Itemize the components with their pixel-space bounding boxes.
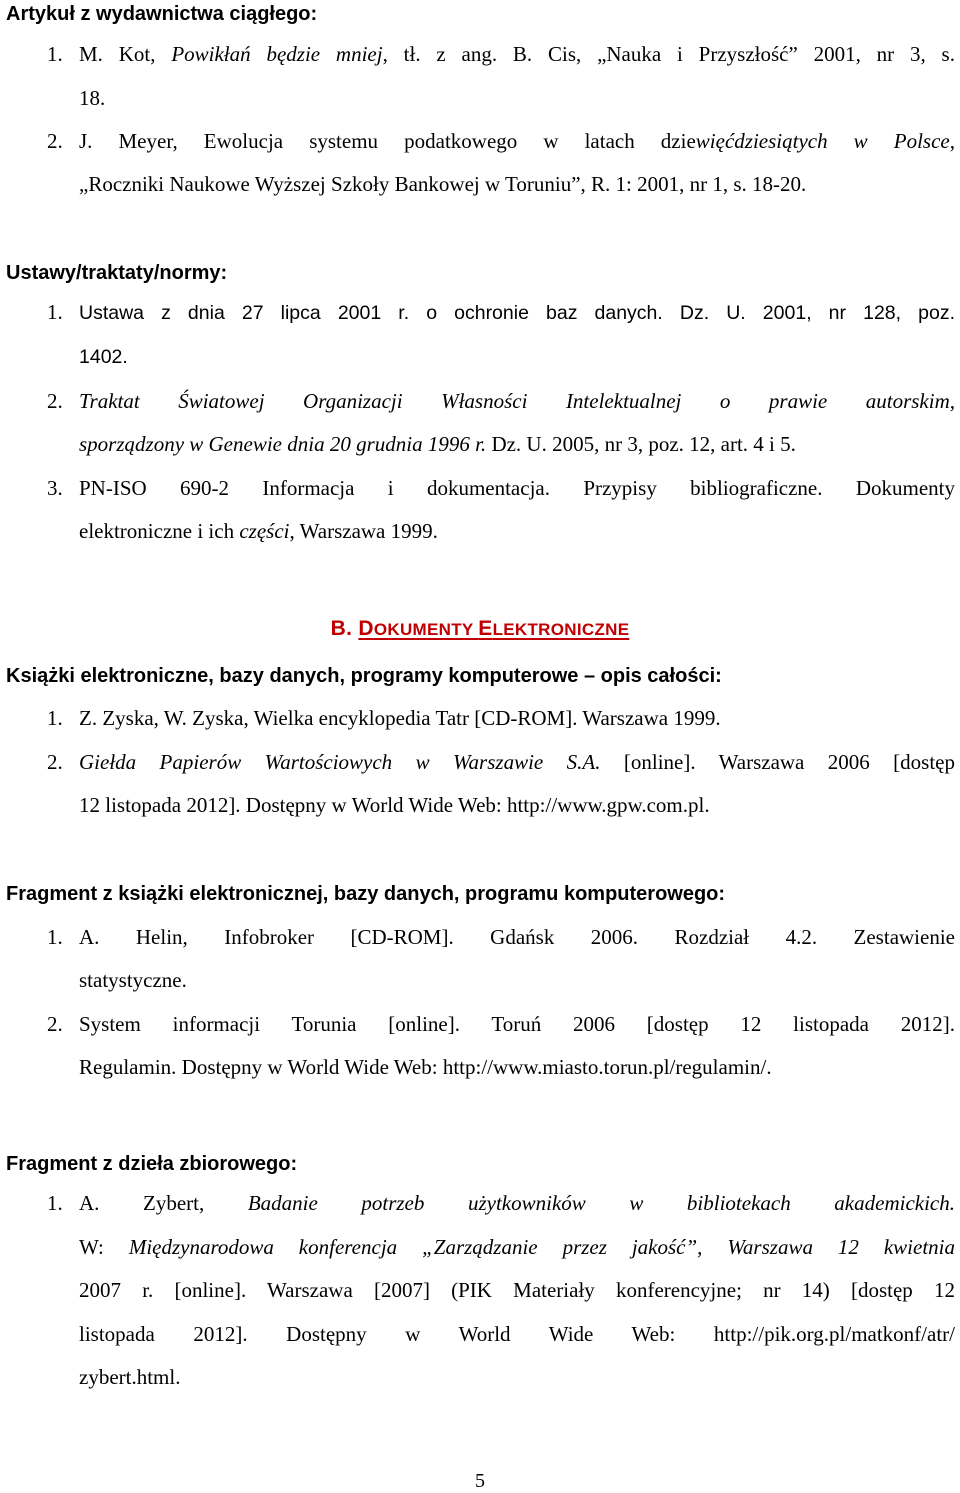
citation-line: A. Zybert, Badanie potrzeb użytkowników w bibliotekach akademickich. <box>79 1191 955 1215</box>
list-number: 3. <box>47 476 63 500</box>
citation-line: Traktat Światowej Organizacji Własności Intelektualnej o prawie autorskim, <box>79 389 955 413</box>
page-number: 5 <box>475 1470 485 1492</box>
list-number: 2. <box>47 129 63 153</box>
citation-line: Z. Zyska, W. Zyska, Wielka encyklopedia Tatr [CD-ROM]. Warszawa 1999. <box>79 706 721 730</box>
section-heading-serial: Artykuł z wydawnictwa ciągłego: <box>6 3 318 25</box>
citation-continuation: sporządzony w Genewie dnia 20 grudnia 1996 r. Dz. U. 2005, nr 3, poz. 12, art. 4 i 5. <box>79 432 796 456</box>
section-heading-acts: Ustawy/traktaty/normy: <box>6 262 228 284</box>
citation-line: A. Helin, Infobroker [CD-ROM]. Gdańsk 2006. Rozdział 4.2. Zestawienie <box>79 925 955 949</box>
citation-continuation: „Roczniki Naukowe Wyższej Szkoły Bankowej w Toruniu”, R. 1: 2001, nr 1, s. 18-20. <box>79 172 807 196</box>
list-number: 1. <box>47 1191 63 1215</box>
list-number: 1. <box>47 706 63 730</box>
section-title-underlined: DOKUMENTY ELEKTRONICZNE <box>358 617 630 640</box>
citation-line: System informacji Torunia [online]. Toruń 2006 [dostęp 12 listopada 2012]. <box>79 1012 955 1036</box>
citation-continuation: 12 listopada 2012]. Dostępny w World Wide Web: http://www.gpw.com.pl. <box>79 793 710 817</box>
list-number: 1. <box>47 925 63 949</box>
citation-continuation: zybert.html. <box>79 1365 181 1389</box>
citation-line: Giełda Papierów Wartościowych w Warszawie S.A. [online]. Warszawa 2006 [dostęp <box>79 750 956 774</box>
list-number: 1. <box>47 300 63 324</box>
citation-line: PN-ISO 690-2 Informacja i dokumentacja. Przypisy bibliograficzne. Dokumenty <box>79 476 955 500</box>
section-heading-fragments: Fragment z książki elektronicznej, bazy danych, programu komputerowego: <box>6 883 726 905</box>
list-number: 2. <box>47 750 63 774</box>
citation-line: 2007 r. [online]. Warszawa [2007] (PIK Materiały konferencyjne; nr 14) [dostęp 12 <box>79 1278 955 1302</box>
citation-continuation: statystyczne. <box>79 968 187 992</box>
section-heading-ebooks: Książki elektroniczne, bazy danych, programy komputerowe – opis całości: <box>6 665 722 687</box>
list-number: 2. <box>47 1012 63 1036</box>
section-title-electronic-documents: B. DOKUMENTY ELEKTRONICZNE <box>330 617 630 640</box>
section-heading-collective: Fragment z dzieła zbiorowego: <box>6 1153 298 1175</box>
list-number: 1. <box>47 42 63 66</box>
list-number: 2. <box>47 389 63 413</box>
citation-line: listopada 2012]. Dostępny w World Wide Web: http://pik.org.pl/matkonf/atr/ <box>79 1322 955 1346</box>
citation-continuation: 18. <box>79 86 106 110</box>
citation-line: Ustawa z dnia 27 lipca 2001 r. o ochronie baz danych. Dz. U. 2001, nr 128, poz. <box>79 302 955 324</box>
citation-continuation: elektroniczne i ich części, Warszawa 1999. <box>79 519 438 543</box>
citation-line: M. Kot, Powikłań będzie mniej, tł. z ang. B. Cis, „Nauka i Przyszłość” 2001, nr 3, s. <box>79 42 955 66</box>
citation-continuation: 1402. <box>79 346 128 368</box>
citation-continuation: Regulamin. Dostępny w World Wide Web: http://www.miasto.torun.pl/regulamin/. <box>79 1055 772 1079</box>
citation-line: J. Meyer, Ewolucja systemu podatkowego w latach dziewięćdziesiątych w Polsce, <box>79 129 955 153</box>
citation-line: W: Międzynarodowa konferencja „Zarządzanie przez jakość”, Warszawa 12 kwietnia <box>79 1235 955 1259</box>
